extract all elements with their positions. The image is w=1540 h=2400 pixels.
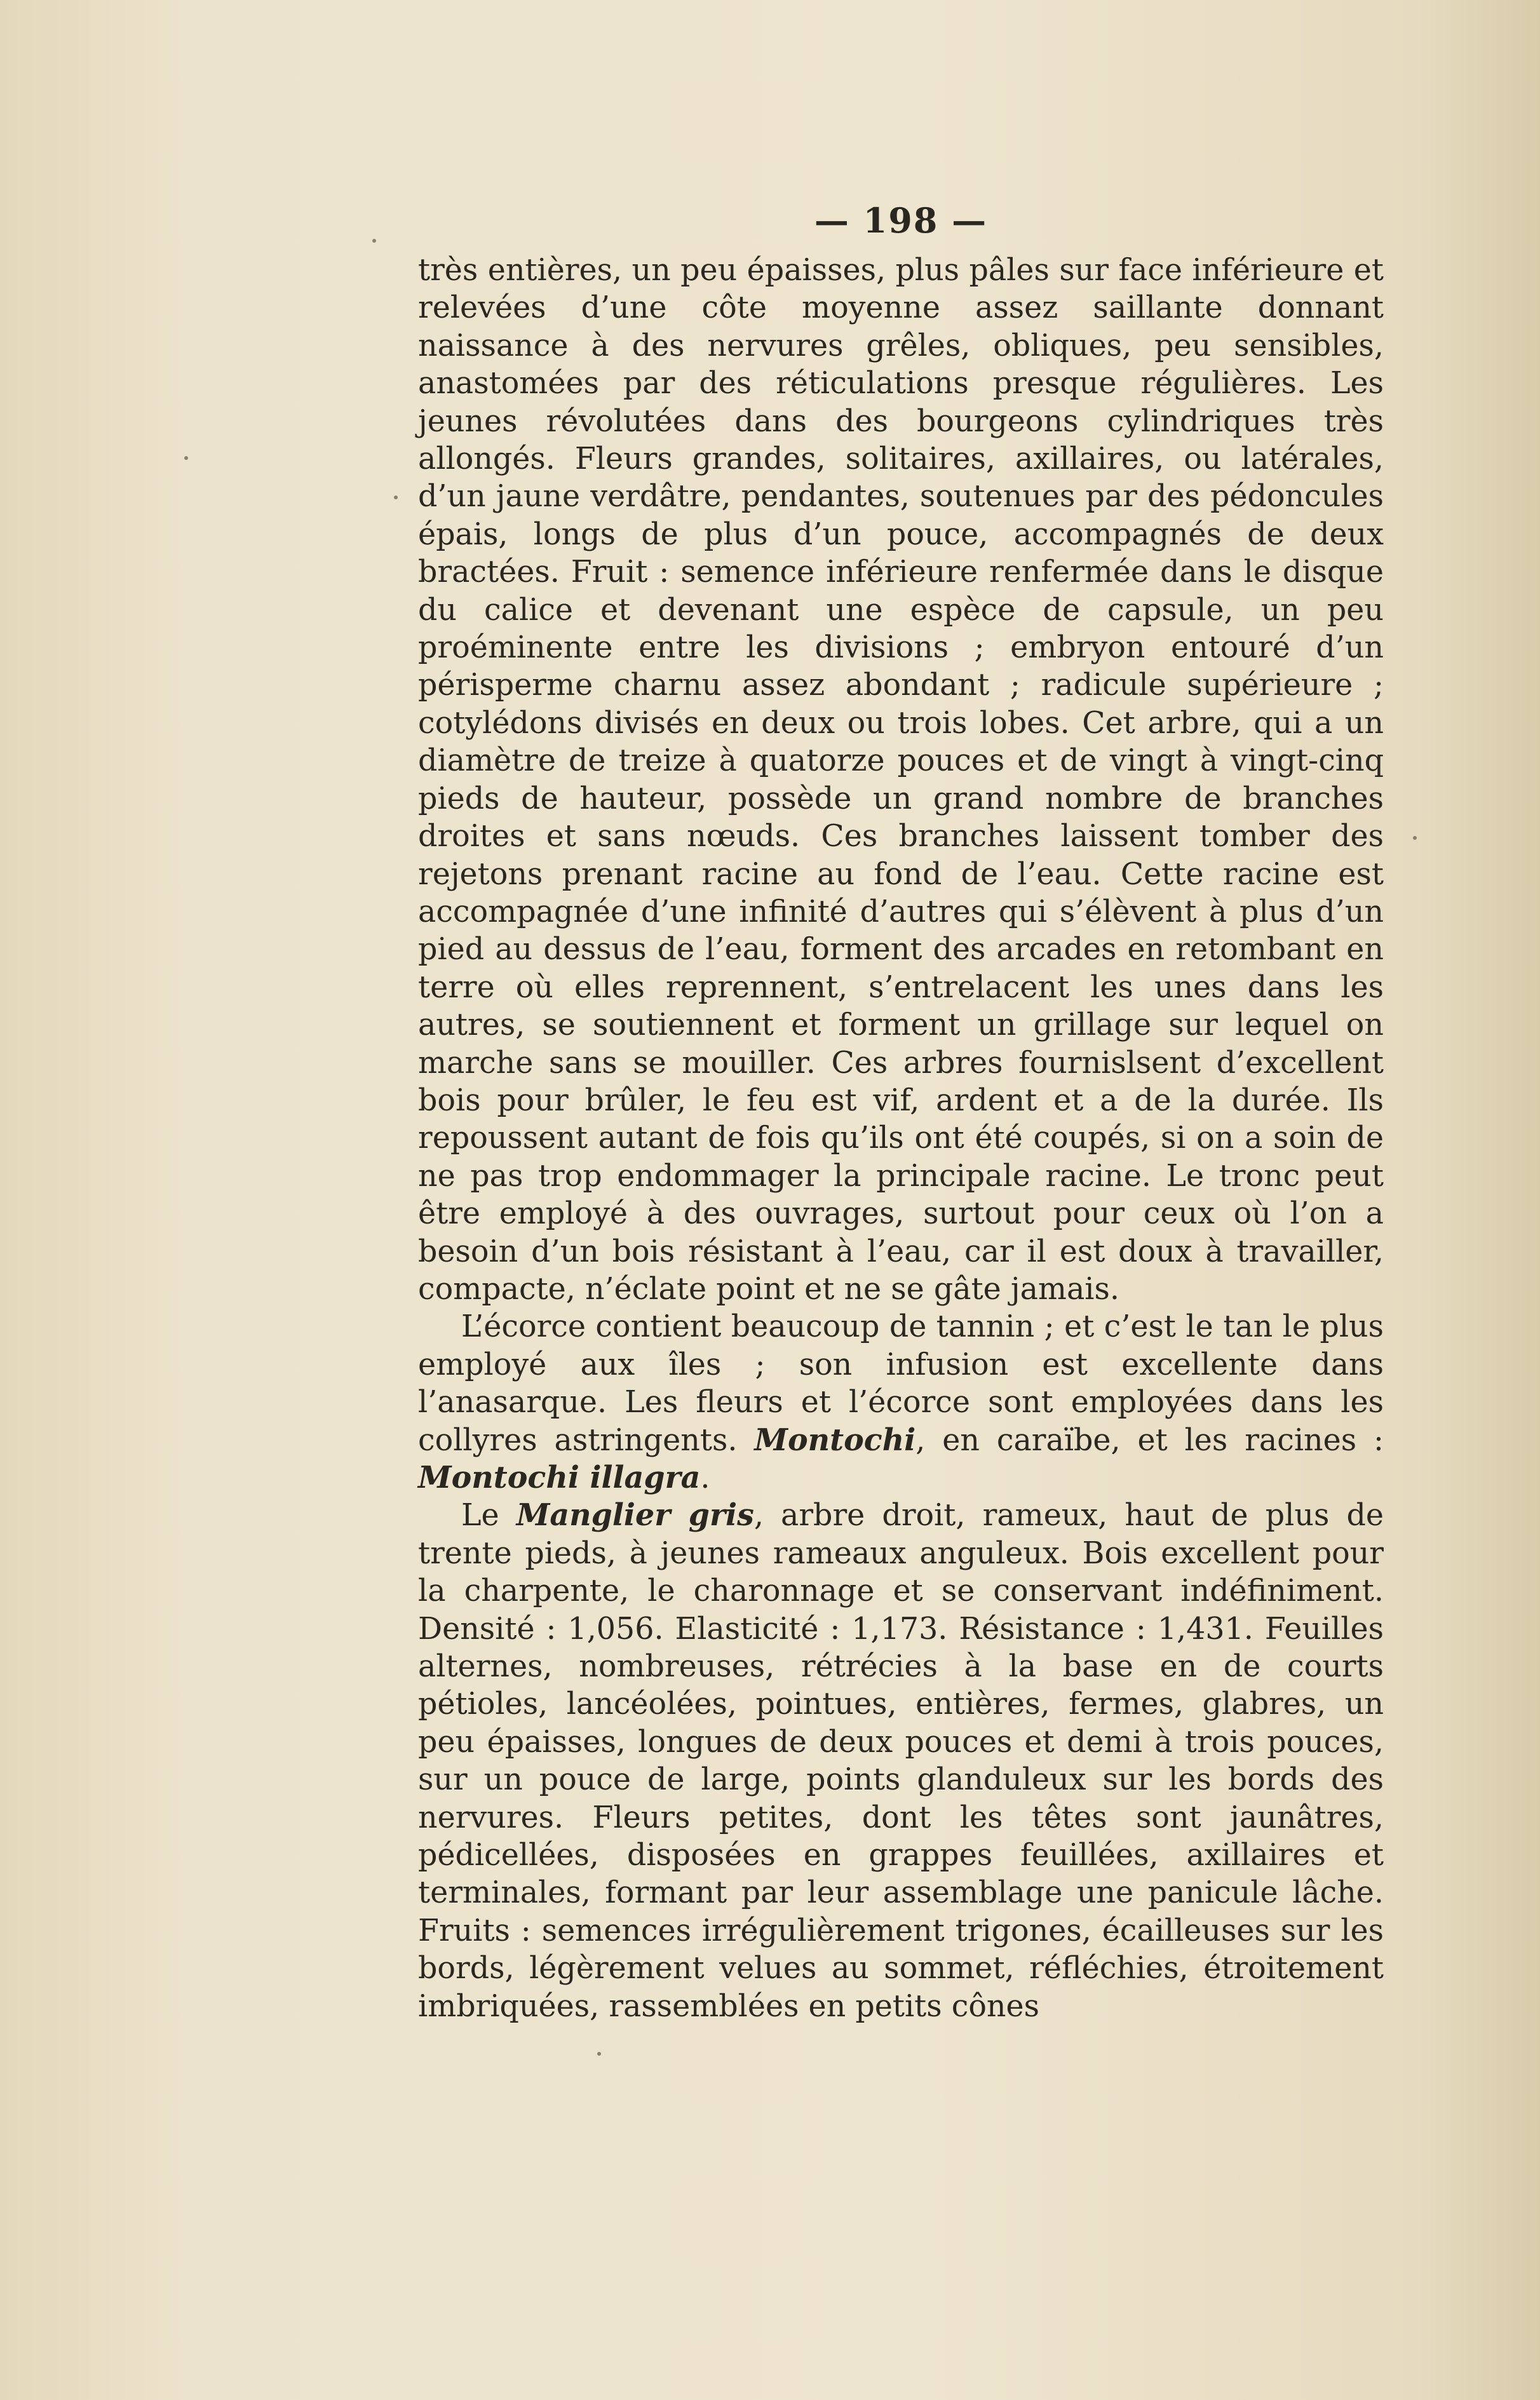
paragraph-1-text: très entières, un peu épaisses, plus pâles sur face inférieure et relevées d’une côte moyenne assez saillante donnant naissance à des nervures grêles, obliques, peu sensibles, anastomées par des réticulations presque régulières. Les jeunes révolutées dans des bourgeons cylindriques très allongés. Fleurs grandes, solitaires, axillaires, ou latérales, d’un jaune verdâtre, pendantes, soutenues par des pédoncules épais, longs de plus d’un pouce, accompagnés de deux bractées. Fruit : semence inférieure renfermée dans le disque du calice et devenant une espèce de capsule, un peu proéminente entre les divisions ; embryon entouré d’un périsperme charnu assez abondant ; radicule supérieure ; cotylédons divisés en deux ou trois lobes. Cet arbre, qui a un diamètre de treize à quatorze pouces et de vingt à vingt-cinq pieds de hauteur, possède un grand nombre de branches droites et sans nœuds. Ces branches laissent tomber des rejetons prenant racine au fond de l’eau. Cette racine est accompagnée d’une infinité d’autres qui s’élèvent à plus d’un pied au dessus de l’eau, forment des arcades en retombant en terre où elles reprennent, s’entrelacent les unes dans les autres, se soutiennent et forment un grillage sur lequel on marche sans se mouiller. Ces arbres fournislsent d’excellent bois pour brûler, le feu est vif, ardent et a de la durée. Ils repoussent autant de fois qu’ils ont été coupés, si on a soin de ne pas trop endommager la principale racine. Le tronc peut être employé à des ouvrages, surtout pour ceux où l’on a besoin d’un bois résistant à l’eau, car il est doux à travailler, compacte, n’éclate point et ne se gâte jamais.: [418, 253, 1384, 1307]
paper-speck: [394, 496, 398, 499]
caribbean-name: Montochi: [754, 1422, 916, 1458]
paragraph-1: [418, 252, 1384, 1308]
paragraph-2-text: .: [700, 1460, 710, 1495]
paper-speck: [372, 239, 376, 243]
caribbean-root-name: Montochi illagra: [418, 1460, 701, 1495]
paragraph-3-text: , arbre droit, rameux, haut de plus de trente pieds, à jeunes rameaux anguleux. Bois excellent pour la charpente, le charonnage et se conservant indéfiniment. Densité : 1,056. Elasticité : 1,173. Résistance : 1,431. Feuilles alternes, nombreuses, rétrécies à la base en de courts pétioles, lancéolées, pointues, entières, fermes, glabres, un peu épaisses, longues de deux pouces et demi à trois pouces, sur un pouce de large, points glanduleux sur les bords des nervures. Fleurs petites, dont les têtes sont jaunâtres, pédicellées, disposées en grappes feuillées, axillaires et terminales, formant par leur assemblage une panicule lâche. Fruits : semences irrégulièrement trigones, écailleuses sur les bords, légèrement velues au sommet, réfléchies, étroitement imbriquées, rassemblées en petits cônes: [418, 1498, 1384, 2024]
paragraph-2: [418, 1308, 1384, 1497]
paragraph-2-text: , en caraïbe, et les racines :: [915, 1422, 1384, 1458]
species-name: Manglier gris: [516, 1497, 754, 1534]
paragraph-3: [418, 1497, 1384, 2025]
paper-speck: [1413, 836, 1417, 840]
paragraph-3-text: Le: [461, 1498, 517, 1534]
text-block: [418, 198, 1384, 2025]
page-number: — 198 —: [814, 200, 988, 241]
paper-speck: [184, 456, 188, 460]
paper-speck: [597, 2052, 601, 2056]
paragraph-2-text: L’écorce contient beaucoup de tannin ; et c’est le tan le plus employé aux îles ; son infusion est excellente dans l’anasarque. Les fleurs et l’écorce sont employées dans les collyres astringents.: [418, 1309, 1384, 1458]
